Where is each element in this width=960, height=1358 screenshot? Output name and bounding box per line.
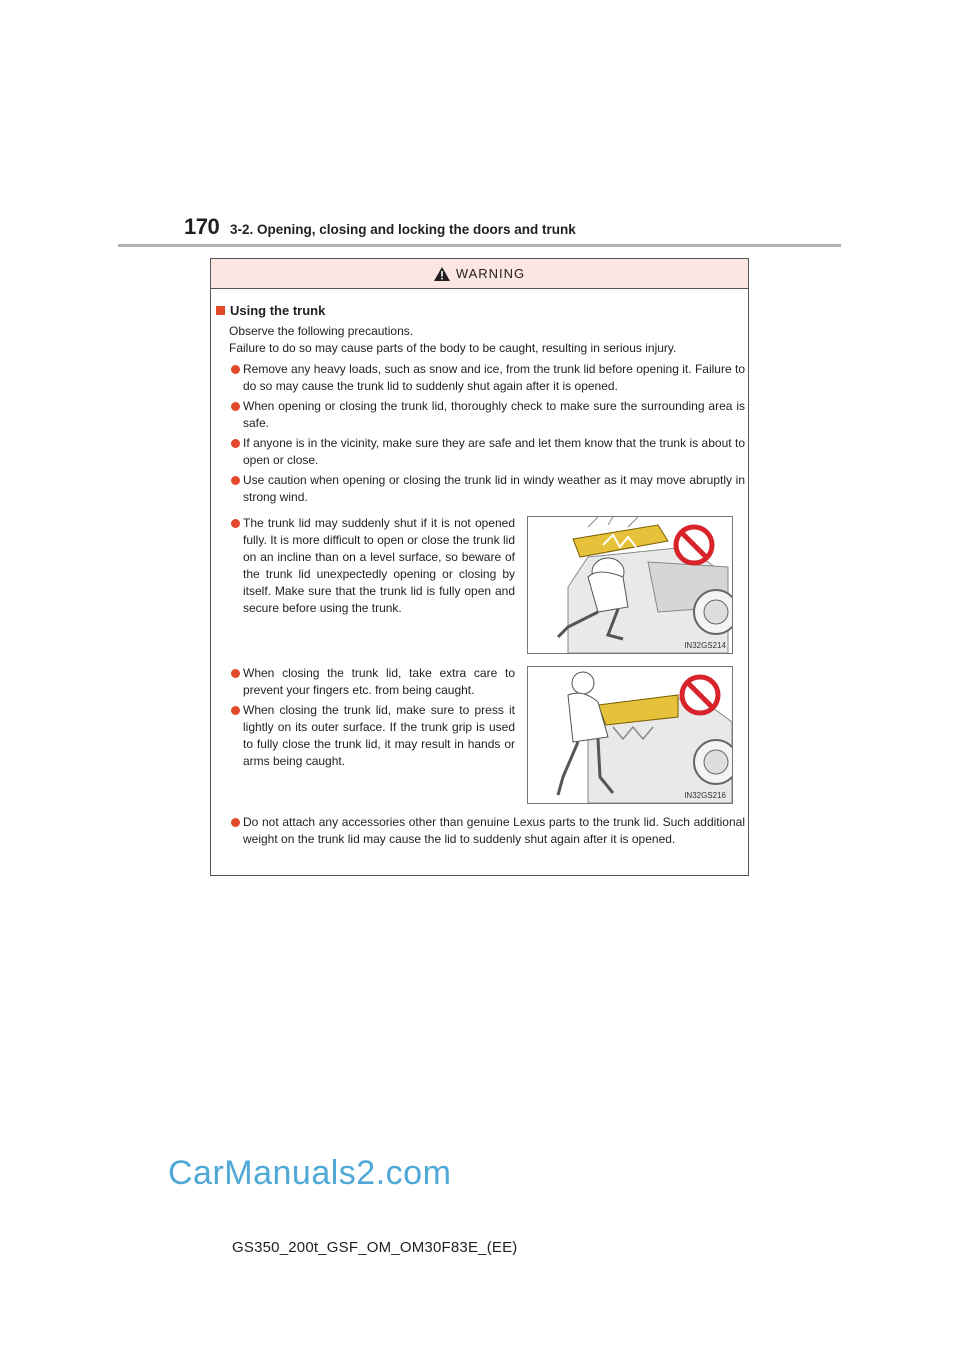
warning-header: [211, 259, 748, 289]
bullet-dot-icon: [231, 365, 240, 374]
bullet-dot-icon: [231, 476, 240, 485]
bullet-dot-icon: [231, 818, 240, 827]
warning-label: WARNING: [455, 266, 526, 281]
square-bullet-icon: [216, 306, 225, 315]
bullet-item: The trunk lid may suddenly shut if it is not opened fully. It is more difficult to open or close the trunk lid on an incline than on a level surface, so beware of the trunk lid unexpectedly opening or closing by itself. Make sure that the trunk lid is fully open and secure before using the trunk.: [229, 515, 515, 617]
bullet-dot-icon: [231, 706, 240, 715]
watermark-logo: CarManuals2.com: [168, 1154, 452, 1192]
bullet-item: Remove any heavy loads, such as snow and ice, from the trunk lid before opening it. Failure to do so may cause the trunk lid to suddenly shut again after it is opened.: [229, 361, 745, 395]
section-title: 3-2. Opening, closing and locking the doors and trunk: [230, 222, 576, 237]
intro-line-2: Failure to do so may cause parts of the body to be caught, resulting in serious injury.: [229, 341, 677, 355]
warning-heading-text: Using the trunk: [230, 303, 326, 318]
bullet-item: When opening or closing the trunk lid, thoroughly check to make sure the surrounding area is safe.: [229, 398, 745, 432]
warning-heading: [216, 303, 325, 318]
figure-trunk-open: [527, 516, 733, 654]
bullet-dot-icon: [231, 402, 240, 411]
header-rule: [118, 244, 841, 247]
closing-trunk-lid-illustration: [528, 667, 732, 803]
warning-intro: [229, 323, 744, 357]
page-number: 170: [184, 214, 220, 239]
figure-code: IN32GS214: [684, 641, 726, 650]
bullet-item: Use caution when opening or closing the trunk lid in windy weather as it may move abruptly in strong wind.: [229, 472, 745, 506]
bullet-dot-icon: [231, 669, 240, 678]
footer-doc-code: GS350_200t_GSF_OM_OM30F83E_(EE): [232, 1239, 518, 1256]
bullet-item: When closing the trunk lid, make sure to press it lightly on its outer surface. If the trunk grip is used to fully close the trunk lid, it may result in hands or arms being caught.: [229, 702, 515, 770]
figure-code: IN32GS216: [684, 791, 726, 800]
bullet-dot-icon: [231, 439, 240, 448]
warning-triangle-icon: [434, 267, 450, 281]
bullet-item: When closing the trunk lid, take extra care to prevent your fingers etc. from being caught.: [229, 665, 515, 699]
bullet-item: If anyone is in the vicinity, make sure they are safe and let them know that the trunk is about to open or close.: [229, 435, 745, 469]
intro-line-1: Observe the following precautions.: [229, 324, 414, 338]
person-under-trunk-lid-illustration: [528, 517, 732, 653]
bullet-dot-icon: [231, 519, 240, 528]
bullet-item: Do not attach any accessories other than genuine Lexus parts to the trunk lid. Such additional weight on the trunk lid may cause the lid to suddenly shut again after it is opened.: [229, 814, 745, 848]
figure-trunk-closing: [527, 666, 733, 804]
warning-box: [210, 258, 749, 876]
